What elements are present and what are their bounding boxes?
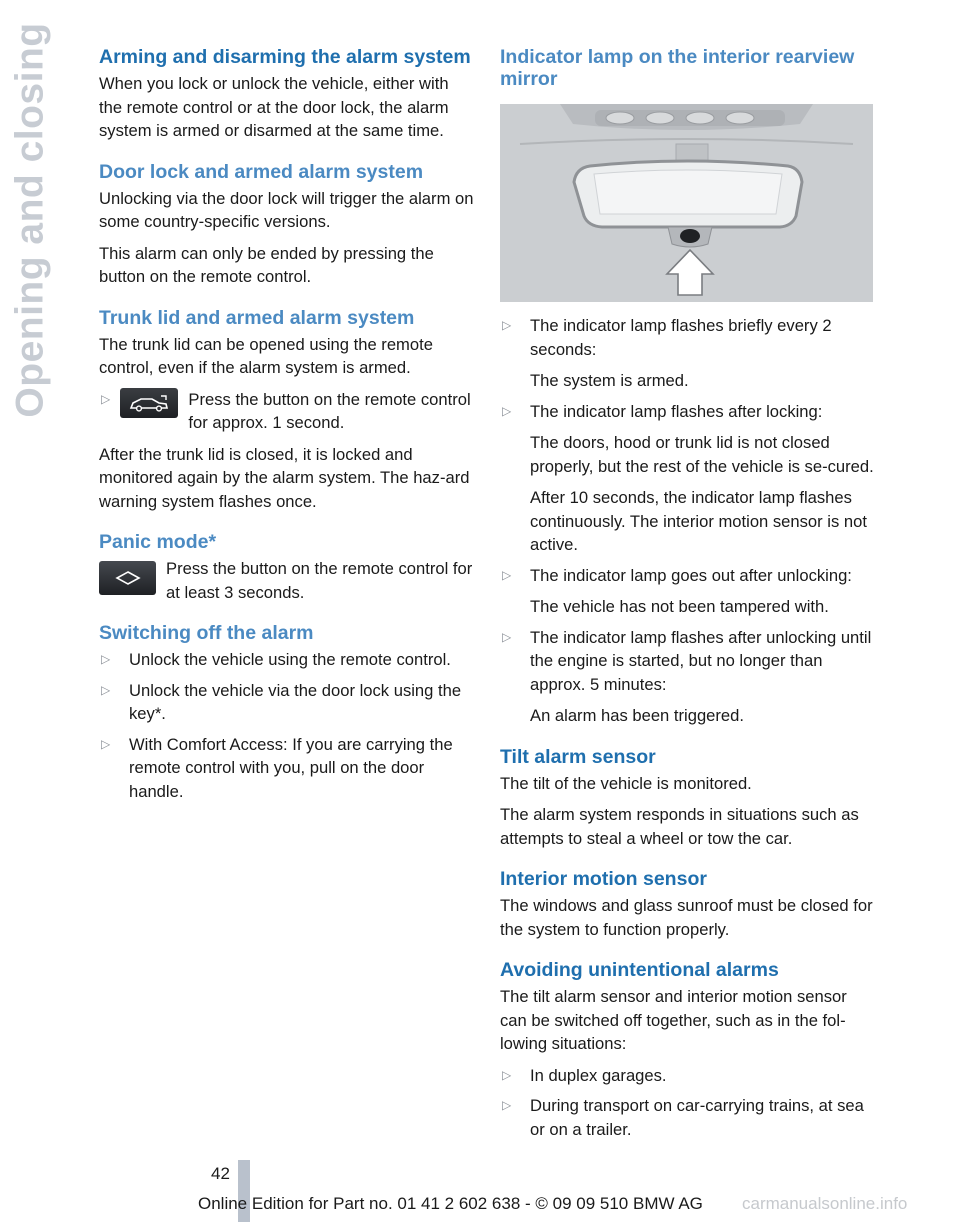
tilt-heading: Tilt alarm sensor: [500, 745, 656, 768]
trunk-text: The trunk lid can be opened using the remote control, even if the alarm system is armed.: [99, 334, 433, 377]
door-lock-text-1: Unlocking via the door lock will trigger the alarm on some country-specific versions.: [99, 188, 474, 231]
list-item: ▷ Unlock the vehicle using the remote control.: [99, 648, 475, 672]
list-marker-icon: ▷: [101, 391, 111, 406]
panic-remote-button-icon: [99, 561, 156, 595]
trunk-remote-button-icon: [120, 388, 178, 418]
chapter-title: Opening and closing: [9, 22, 52, 418]
list-marker-icon: ▷: [502, 629, 512, 644]
list-marker-icon: ▷: [502, 318, 512, 332]
switch-off-heading: Switching off the alarm: [99, 622, 314, 644]
list-marker-icon: ▷: [502, 1067, 512, 1082]
switch-off-list: [99, 648, 475, 803]
watermark: carmanualsonline.info: [742, 1194, 908, 1213]
tilt-text-2: The alarm system responds in situations such as attempts to steal a wheel or tow the car.: [500, 805, 859, 848]
motion-heading: Interior motion sensor: [500, 868, 707, 890]
list-item: ▷ In duplex garages.: [500, 1064, 876, 1088]
trunk-after-text: After the trunk lid is closed, it is locked and monitored again by the alarm system. The haz-ard warning system flashes once.: [99, 444, 470, 511]
trunk-key-text: Press the button on the remote control for approx. 1 second.: [188, 389, 471, 432]
list-marker-icon: ▷: [101, 736, 111, 751]
trunk-heading: Trunk lid and armed alarm system: [99, 306, 415, 329]
motion-text: The windows and glass sunroof must be closed for the system to function properly.: [500, 896, 873, 939]
indicator-heading: Indicator lamp on the interior rearview mirror: [500, 46, 855, 90]
arming-heading: Arming and disarming the alarm system: [99, 46, 471, 68]
door-lock-heading: Door lock and armed alarm system: [99, 160, 424, 183]
panic-instruction: [99, 557, 475, 604]
avoid-list: [500, 1064, 876, 1142]
list-item: ▷ During transport on car-carrying trains, at sea or on a trailer.: [502, 1096, 864, 1139]
rearview-mirror-illustration: [500, 104, 873, 302]
tilt-text-1: The tilt of the vehicle is monitored.: [500, 773, 752, 793]
panic-text: Press the button on the remote control for at least 3 seconds.: [166, 559, 473, 602]
avoid-text: The tilt alarm sensor and interior motion sensor can be switched off together, such as in the fol-lowing situations:: [500, 987, 847, 1053]
chapter-side-tab: [0, 22, 62, 418]
door-lock-text-2: This alarm can only be ended by pressing the button on the remote control.: [99, 243, 434, 286]
list-marker-icon: ▷: [101, 682, 111, 697]
indicator-list: [500, 314, 876, 728]
left-column: [99, 46, 475, 810]
list-marker-icon: ▷: [502, 567, 512, 582]
list-marker-icon: ▷: [502, 403, 512, 418]
avoid-heading: Avoiding unintentional alarms: [500, 959, 779, 981]
list-marker-icon: ▷: [502, 1098, 512, 1112]
trunk-key-instruction: [99, 388, 475, 435]
edition-footer: Online Edition for Part no. 01 41 2 602 638 - © 09 09 510 BMW AG: [198, 1194, 703, 1213]
list-item: ▷ Unlock the vehicle via the door lock using the key*.: [101, 680, 462, 723]
list-marker-icon: ▷: [101, 652, 111, 666]
list-item: ▷ The indicator lamp flashes after unlocking until the engine is started, but no longer than approx. 5 minutes: An alarm has been triggered.: [502, 627, 872, 725]
right-column: [500, 46, 876, 1148]
page-number: 42: [211, 1164, 230, 1183]
list-item: ▷ The indicator lamp goes out after unlocking: The vehicle has not been tampered with.: [502, 565, 852, 616]
list-item: ▷ The indicator lamp flashes after locking: The doors, hood or trunk lid is not closed properly, but the rest of the vehicle is se-cured. After 10 seconds, the indicator lamp flashes continuously. The interior motion sensor is not active.: [502, 401, 874, 554]
arming-text: When you lock or unlock the vehicle, either with the remote control or at the door lock, the alarm system is armed or disarmed at the same time.: [99, 74, 449, 140]
panic-heading: Panic mode*: [99, 531, 217, 553]
list-item: ▷ With Comfort Access: If you are carrying the remote control with you, pull on the door handle.: [101, 734, 453, 801]
list-item: ▷ The indicator lamp flashes briefly every 2 seconds: The system is armed.: [502, 316, 832, 390]
